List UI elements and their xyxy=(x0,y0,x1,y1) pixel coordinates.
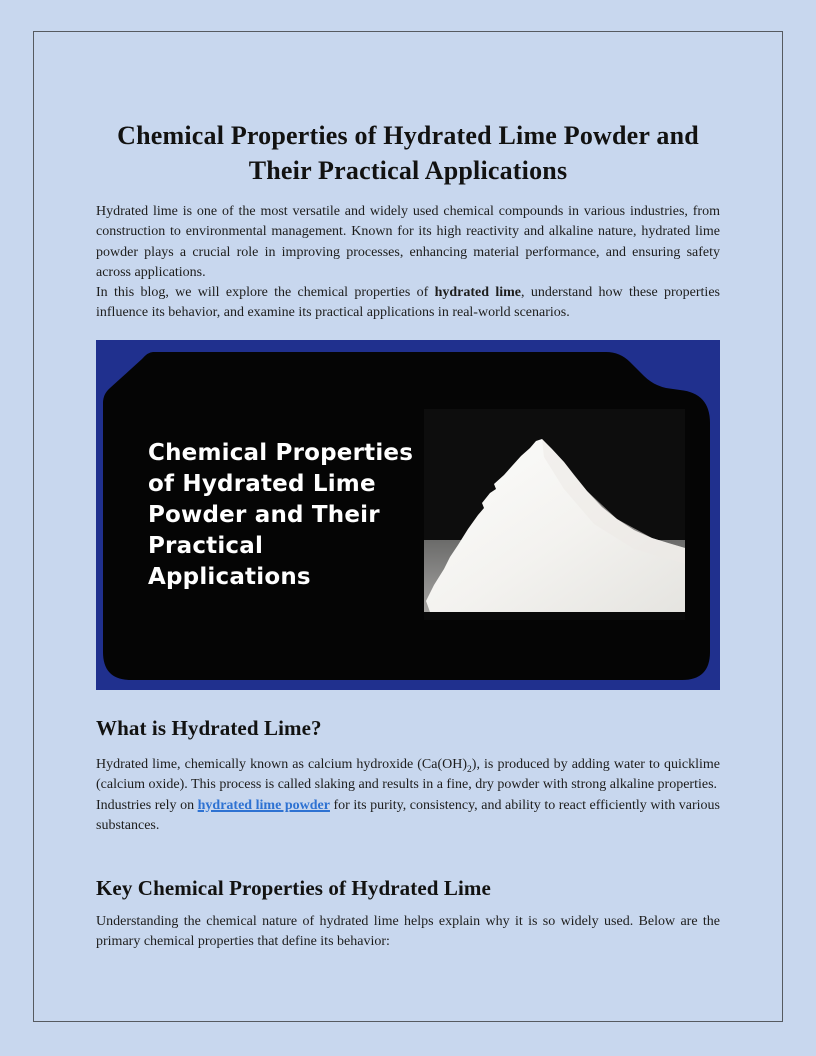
article-title-line-2: Their Practical Applications xyxy=(248,156,568,185)
section1-paragraph-2-text: Industries rely on xyxy=(96,797,198,813)
intro-paragraph-2 xyxy=(96,283,720,324)
section1-paragraph-1-text-after: ), is produced by adding water to quicklime (calcium oxide). This process is called slaking and results in a fine, dry powder with strong alkaline properties. xyxy=(96,757,720,793)
banner-heading xyxy=(148,438,448,593)
intro-paragraph-2-text-after: , understand how these properties influence its behavior, and examine its practical applications in real-world scenarios. xyxy=(96,285,720,321)
banner-heading-line-3: Powder and Their xyxy=(148,502,380,528)
section-heading-what-is-hydrated-lime: What is Hydrated Lime? xyxy=(96,716,322,740)
powder-photo xyxy=(424,409,685,620)
section-heading-key-chemical-properties: Key Chemical Properties of Hydrated Lime xyxy=(96,876,491,900)
section2-paragraph-1 xyxy=(96,912,720,953)
section2-paragraph-1-text: Understanding the chemical nature of hydrated lime helps explain why it is so widely used. Below are the primary chemical properties that define its behavior: xyxy=(96,914,720,950)
intro-paragraph-2-text: In this blog, we will explore the chemical properties of xyxy=(96,285,435,301)
subscript-2: 2 xyxy=(467,764,472,775)
banner-heading-line-1: Chemical Properties xyxy=(148,440,414,466)
section1-paragraph-1 xyxy=(96,755,720,796)
banner-heading-line-4: Practical xyxy=(148,533,264,559)
article-title xyxy=(96,118,720,188)
banner-image xyxy=(96,340,720,690)
intro-paragraph-1-text: Hydrated lime is one of the most versatile and widely used chemical compounds in various industries, from construction to environmental management. Known for its high reactivity and alkaline nature, hydrated lime powder plays a crucial role in improving processes, enhancing material performance, and ensuring safety across applications. xyxy=(96,204,720,280)
powder-photo-graphic xyxy=(424,409,685,620)
intro-paragraph-1 xyxy=(96,202,720,283)
banner-heading-line-5: Applications xyxy=(148,564,311,590)
section1-paragraph-2-text-after: for its purity, consistency, and ability to react efficiently with various substances. xyxy=(96,797,720,833)
hydrated-lime-powder-link[interactable]: hydrated lime powder xyxy=(197,797,330,813)
section1-paragraph-2 xyxy=(96,796,720,837)
section1-text xyxy=(96,755,720,836)
intro-text xyxy=(96,202,720,324)
article-title-line-1: Chemical Properties of Hydrated Lime Powder and xyxy=(117,121,699,150)
section2-text xyxy=(96,912,720,953)
banner-heading-line-2: of Hydrated Lime xyxy=(148,471,376,497)
section1-paragraph-1-text: Hydrated lime, chemically known as calcium hydroxide (Ca(OH) xyxy=(96,757,468,772)
bold-hydrated-lime: hydrated lime xyxy=(434,285,522,301)
